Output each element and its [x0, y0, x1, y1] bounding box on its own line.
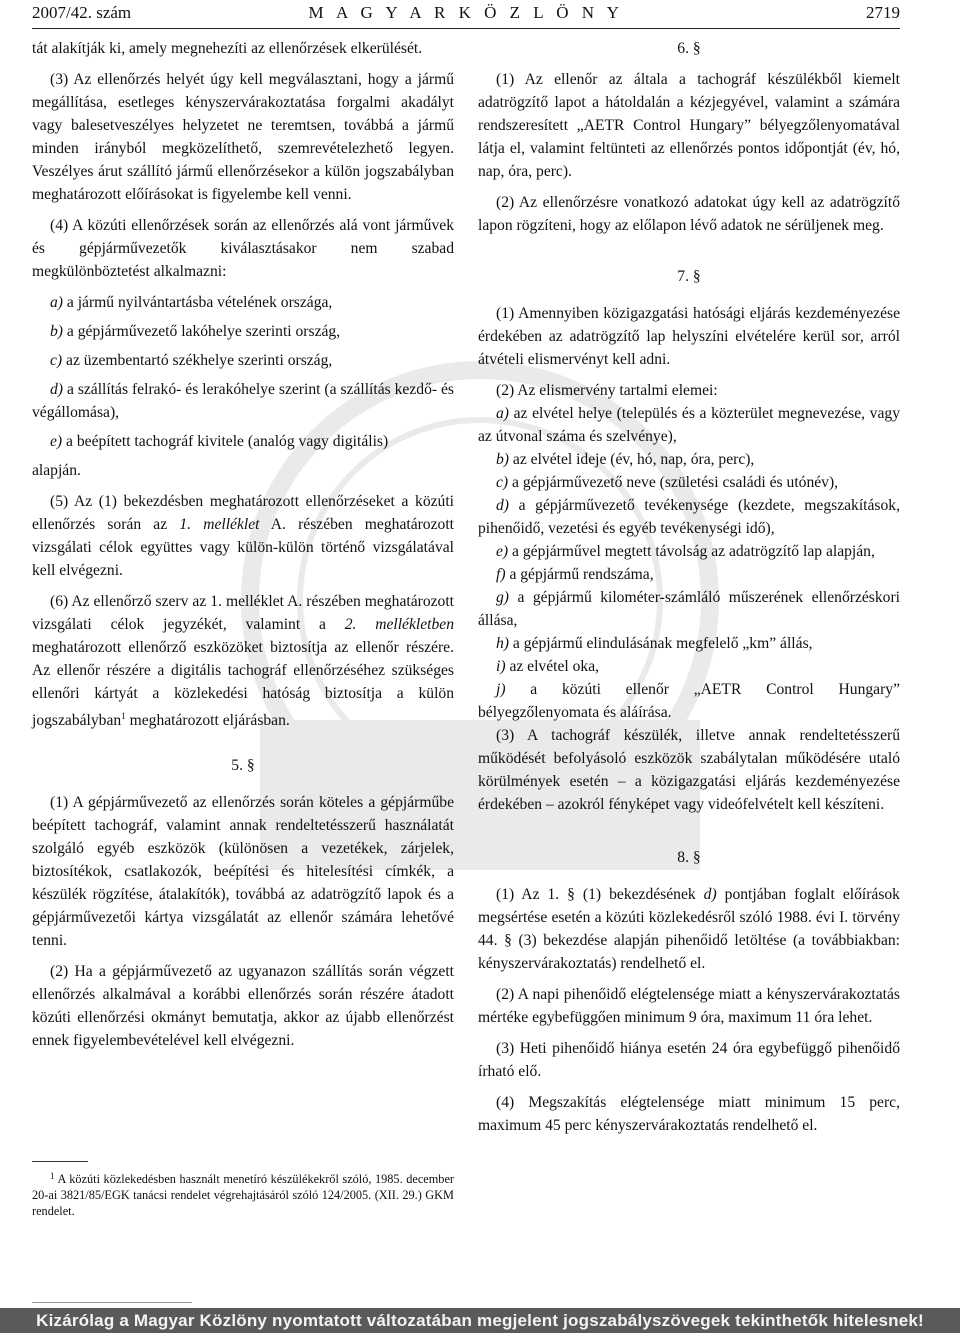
page-header	[32, 2, 900, 24]
list-item: d) a gépjárművezető tevékenysége (kezdete, megszakítások, pihenőidő, vezetési és egyéb tevékenységi idő),	[478, 497, 900, 537]
list-item-text: a szállítás felrakó- és lerakóhelye szerint (a szállítás kezdő- és végállomása),	[32, 381, 454, 421]
issue-number: 2007/42. szám	[32, 3, 132, 22]
list-item-text: az üzembentartó székhelye szerinti ország,	[66, 352, 333, 369]
section-heading-5: 5. §	[231, 757, 255, 774]
journal-title: M A G Y A R K Ö Z L Ö N Y	[308, 3, 624, 22]
list-item-label: b)	[50, 323, 63, 340]
paragraph-4: (4) A közúti ellenőrzések során az ellenőrzés alá vont járművek és gépjárművezetők kiválasztásakor nem szabad megkülönböztetést alkalmazni:	[32, 217, 454, 280]
list-item	[32, 291, 454, 314]
paragraph: (4) Megszakítás elégtelensége miatt minimum 15 perc, maximum 45 perc kényszervárakoztatás rendelhető el.	[478, 1094, 900, 1134]
paragraph: (2) Az ellenőrzésre vonatkozó adatokat úgy kell az adatrögzítő lapon rögzíteni, hogy az előlapon lévő adatok ne sérüljenek meg.	[478, 194, 900, 234]
footnote	[32, 1168, 454, 1219]
page-number: 2719	[866, 3, 900, 22]
bottom-rule	[32, 1302, 192, 1303]
list-item: h) a gépjármű elindulásának megfelelő „km” állás,	[496, 635, 813, 652]
left-column	[32, 37, 454, 1060]
paragraph-5: (5) Az (1) bekezdésben meghatározott ellenőrzéseket a közúti ellenőrzés során az 1. melléklet A. részében meghatározott vizsgálati célok együttes vagy külön-külön történő vizsgálatával kell elvégezni.	[32, 493, 454, 579]
list-item: e) a gépjárművel megtett távolság az adatrögzítő lap alapján,	[496, 543, 875, 560]
right-column	[478, 37, 900, 1145]
list-item	[32, 349, 454, 372]
paragraph: (2) Ha a gépjárművezető az ugyanazon szállítás során végzett ellenőrzés alkalmával a korábbi ellenőrzés során részére átadott közúti ellenőrzési okmányt bemutatja, akkor az újabb ellenőrzést ennek figyelembevételével kell elvégezni.	[32, 963, 454, 1049]
paragraph: (3) A tachográf készülék, illetve annak rendeltetésszerű működését befolyásoló eszközök szabálytalan működésére utaló körülmények esetén – a közigazgatási eljárás kezdeményezése érdekében – azokról fényképet vagy videófelvételt kell készíteni.	[478, 727, 900, 813]
list-item	[32, 430, 454, 453]
paragraph: (2) A napi pihenőidő elégtelensége miatt a kényszervárakoztatás mértéke egybefüggően minimum 9 óra, maximum 11 óra lehet.	[478, 986, 900, 1026]
list-item-text: a gépjárművezető lakóhelye szerinti ország,	[66, 323, 341, 340]
list-item: g) a gépjármű kilométer-számláló műszerének ellenőrzéskori állása,	[478, 589, 900, 629]
list-item-label: a)	[50, 294, 63, 311]
paragraph: (3) Heti pihenőidő hiánya esetén 24 óra egybefüggő pihenőidő írható elő.	[478, 1040, 900, 1080]
paragraph-6: (6) Az ellenőrző szerv az 1. melléklet A. részében meghatározott vizsgálati célok jegyzékét, valamint a 2. mellékletben meghatározott ellenőrző eszközöket biztosítja az ellenőr részére. Az ellenőr részére a digitális tachográf ellenőrzéséhez szükséges ellenőri kártyát a közlekedési hatóság biztosítja a külön jogszabályban$^1$ meghatározott eljárásban.	[32, 593, 454, 729]
list-item-label: d)	[50, 381, 63, 398]
paragraph: (1) Amennyiben közigazgatási hatósági eljárás kezdeményezése érdekében az adatrögzítő lap helyszíni elvételére kerül sor, arról átvételi elismervényt kell adni.	[478, 305, 900, 368]
list-item: a) az elvétel helye (település és a közterület megnevezése, vagy az útvonal száma és szelvénye),	[478, 405, 900, 445]
list-item-label: c)	[50, 352, 63, 369]
list-item-label: e)	[50, 433, 63, 450]
list-item: j) a közúti ellenőr „AETR Control Hungary” bélyegzőlenyomata és aláírása.	[478, 681, 900, 721]
list-item-text: a jármű nyilvántartásba vételének országa,	[66, 294, 333, 311]
footnote-rule	[32, 1161, 88, 1162]
paragraph: (1) Az ellenőr az általa a tachográf készülékből kiemelt adatrögzítő lapot a hátoldalán a kézjegyével, valamint a számára rendszeresített „AETR Control Hungary” bélyegzőlenyomatával látja el, valamint feltünteti az ellenőrzés pontos időpontját (év, hó, nap, óra, perc).	[478, 71, 900, 180]
list-item: b) az elvétel ideje (év, hó, nap, óra, perc),	[496, 451, 755, 468]
list-item: f) a gépjármű rendszáma,	[496, 566, 654, 583]
list-item-text: a beépített tachográf kivitele (analóg vagy digitális)	[66, 433, 389, 450]
paragraph: (1) A gépjárművezető az ellenőrzés során köteles a gépjárműbe beépített tachográf, valamint annak rendeltetésszerű használatát szolgáló egyéb eszközök (különösen a vezetékek, zárjelek, biztosítékok, csatlakozók, beépítési és hitelesítési címkék, a készülék rögzítése, átalakítók), továbbá az adatrögzítő lapok és a gépjárművezetői kártya vizsgálatát az ellenőr számára lehetővé tenni.	[32, 794, 454, 949]
paragraph-3: (3) Az ellenőrzés helyét úgy kell megválasztani, hogy a jármű megállítása, esetleges kényszervárakoztatása forgalmi akadályt vagy balesetveszélyes helyzetet ne teremtsen, továbbá a jármű minden irányból megközelíthető, szemrevételezhető legyen. Veszélyes árut szállító jármű ellenőrzésekor a külön jogszabályban meghatározott előírásokat is figyelembe kell venni.	[32, 71, 454, 203]
paragraph: (2) Az elismervény tartalmi elemei:	[496, 382, 718, 399]
list-item: c) a gépjárművezető neve (születési családi és utónév),	[496, 474, 839, 491]
paragraph: tát alakítják ki, amely megnehezíti az ellenőrzések elkerülését.	[32, 40, 423, 57]
footnote-ref: 1	[121, 711, 126, 721]
list-item	[32, 378, 454, 424]
list-item	[32, 320, 454, 343]
paragraph: alapján.	[32, 462, 81, 479]
section-heading-8: 8. §	[677, 849, 701, 866]
header-rule	[32, 28, 900, 29]
section-heading-6: 6. §	[677, 40, 701, 57]
footnote-number: 1	[50, 1171, 55, 1181]
section-heading-7: 7. §	[677, 268, 701, 285]
list-item: i) az elvétel oka,	[496, 658, 600, 675]
authenticity-banner: Kizárólag a Magyar Közlöny nyomtatott változatában megjelent jogszabályszövegek tekinthetők hitelesnek!	[0, 1308, 960, 1333]
footnote-text: A közúti közlekedésben használt menetíró készülékekről szóló, 1985. december 20-ai 3821/85/EGK tanácsi rendelet végrehajtásáról szóló 124/2005. (XII. 29.) GKM rendelet.	[32, 1172, 454, 1218]
paragraph: (1) Az 1. § (1) bekezdésének d) pontjában foglalt előírások megsértése esetén a közúti közlekedésről szóló 1988. évi I. törvény 44. § (3) bekezdése alapján pihenőidő letöltése (a továbbiakban: kényszervárakoztatás) rendelhető el.	[478, 886, 900, 972]
